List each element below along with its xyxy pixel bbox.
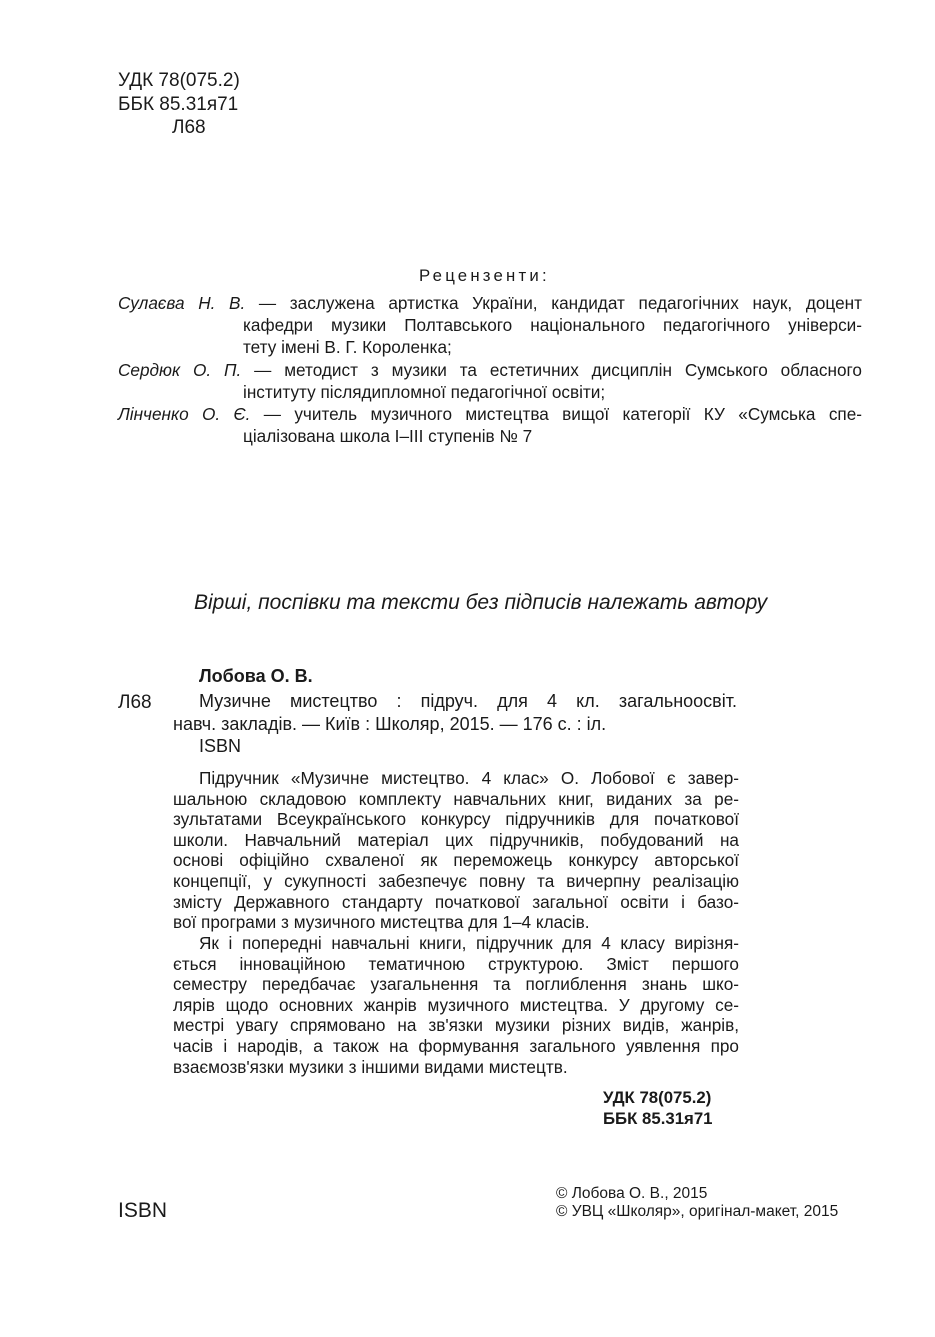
annotation-line: местрі увагу спрямовано на зв'язки музики різних видів, жанрів,: [173, 1015, 739, 1036]
udk-code: УДК 78(075.2): [118, 70, 240, 91]
catalog-publication-line: навч. закладів. — Київ : Школяр, 2015. — 176 с. : іл.: [173, 714, 607, 734]
annotation-line: школи. Навчальний матеріал цих підручників, побудований на: [173, 829, 739, 850]
annotation-line: вої програми з музичного мистецтва для 1–4 класів.: [173, 912, 590, 933]
annotation-line: семестру передбачає узагальнення та поглиблення знань шко-: [173, 974, 739, 995]
copyright-author: © Лобова О. В., 2015: [556, 1185, 708, 1202]
catalog-author: Лобова О. В.: [199, 666, 313, 686]
bbk-code: ББК 85.31я71: [118, 94, 239, 115]
reviewer-description: — методист з музики та естетичних дисциплін Сумського обласного: [241, 360, 862, 380]
annotation-line: часів і народів, а також на формування загального уявлення про: [173, 1035, 739, 1056]
reviewer-entry: [118, 292, 862, 358]
author-note: Вірші, поспівки та тексти без підписів належать автору: [194, 591, 768, 614]
catalog-title-line: Музичне мистецтво : підруч. для 4 кл. загальноосвіт.: [199, 691, 737, 711]
annotation-line: змісту Державного стандарту початкової загальної освіти і базо-: [173, 891, 739, 912]
author-mark: Л68: [172, 117, 206, 138]
annotation-line: Як і попередні навчальні книги, підручник для 4 класу вирізня-: [199, 933, 739, 953]
catalog-code: Л68: [118, 692, 152, 713]
reviewer-entry: [118, 359, 862, 403]
annotation-line: зультатами Всеукраїнського конкурсу підручників для початкової: [173, 809, 739, 830]
annotation-line: концепції, у сукупності забезпечує повну та вичерпну реалізацію: [173, 870, 739, 891]
reviewer-name: Сулаєва Н. В.: [118, 293, 246, 313]
reviewer-description-line: тету імені В. Г. Короленка;: [243, 337, 452, 357]
annotation-paragraph: [173, 933, 739, 1077]
catalog-isbn: ISBN: [199, 736, 242, 756]
bbk-code-bold: ББК 85.31я71: [603, 1109, 713, 1128]
annotation-line: взаємозв'язки музики з іншими видами мистецтв.: [173, 1056, 568, 1077]
reviewers-heading: Рецензенти:: [419, 266, 550, 285]
reviewer-description: — учитель музичного мистецтва вищої категорії КУ «Сумська спе-: [250, 404, 862, 424]
reviewer-description-line: ціалізована школа І–ІІІ ступенів № 7: [243, 426, 533, 446]
annotation-line: лярів щодо основних жанрів музичного мистецтва. У другому се-: [173, 994, 739, 1015]
annotation-line: ється інноваційною тематичною структурою. Зміст першого: [173, 953, 739, 974]
reviewer-description-line: кафедри музики Полтавського національного педагогічного універси-: [243, 315, 862, 335]
annotation-line: Підручник «Музичне мистецтво. 4 клас» О. Лобової є завер-: [199, 768, 739, 788]
copyright-publisher: © УВЦ «Школяр», оригінал-макет, 2015: [556, 1203, 839, 1220]
footer-isbn: ISBN: [118, 1199, 168, 1222]
udk-code-bold: УДК 78(075.2): [603, 1088, 712, 1107]
reviewer-description: — заслужена артистка України, кандидат педагогічних наук, доцент: [245, 293, 862, 313]
annotation-line: основі офіційно схваленої як переможець конкурсу авторської: [173, 850, 739, 871]
reviewer-name: Лінченко О. Є.: [118, 404, 251, 424]
reviewer-name: Сердюк О. П.: [118, 360, 242, 380]
annotation-line: шальною складовою комплекту навчальних книг, виданих за ре-: [173, 788, 739, 809]
reviewer-description-line: інституту післядипломної педагогічної освіти;: [243, 382, 606, 402]
annotation-paragraph: [173, 768, 739, 933]
reviewer-entry: [118, 403, 862, 447]
